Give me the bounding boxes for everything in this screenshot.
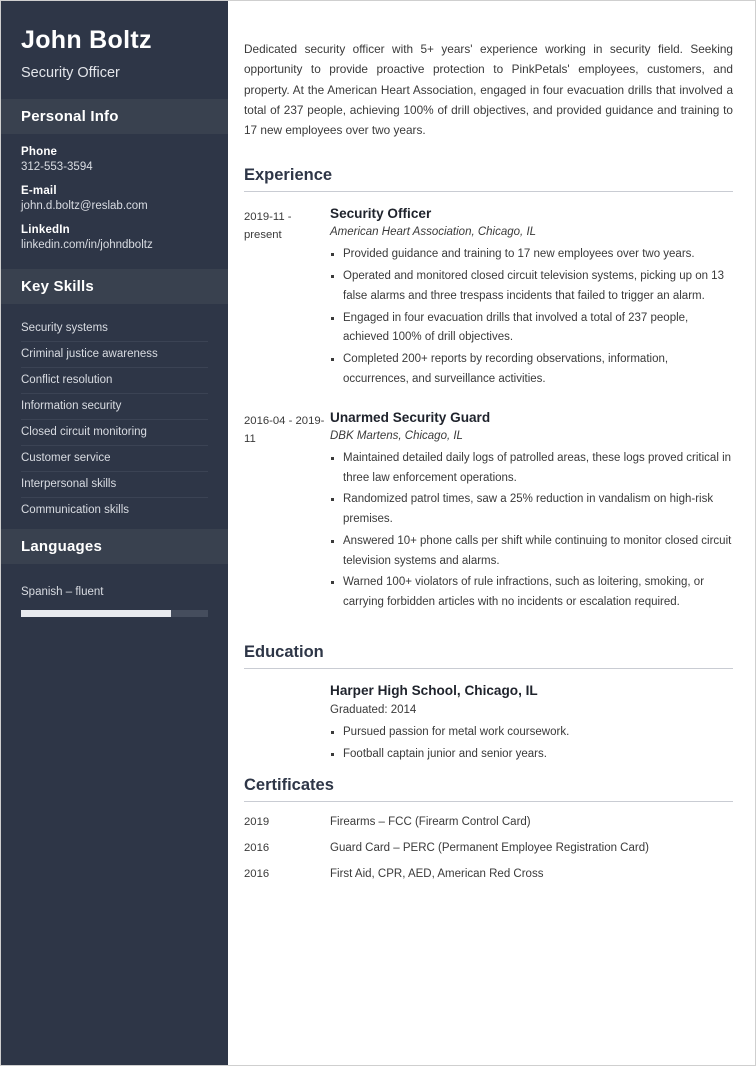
contact-field-email <box>21 185 208 212</box>
bullet-item: Completed 200+ reports by recording observations, information, occurrences, and surveillance activities. <box>330 350 733 390</box>
education-graduated: Graduated: 2014 <box>330 703 417 716</box>
section-divider <box>244 801 733 802</box>
skill-item: Security systems <box>21 316 208 342</box>
bullet-item: Operated and monitored closed circuit television systems, picking up on 13 false alarms and three trespass incidents that failed to trigger an alarm. <box>330 267 733 307</box>
language-level-bar <box>21 610 208 617</box>
linkedin-label: LinkedIn <box>21 223 70 236</box>
experience-employer: American Heart Association, Chicago, IL <box>330 226 537 239</box>
experience-bullets <box>330 245 733 389</box>
key-skills-list <box>1 304 228 529</box>
experience-heading: Experience <box>244 166 333 185</box>
education-heading: Education <box>244 642 324 661</box>
education-section <box>244 643 733 765</box>
bullet-item: Warned 100+ violators of rule infractions, such as loitering, smoking, or carrying forbidden articles with no incidents or escalation required. <box>330 573 733 613</box>
sidebar <box>1 1 228 1065</box>
experience-body <box>330 410 733 615</box>
summary-paragraph: Dedicated security officer with 5+ years' experience working in security field. Seeking opportunity to provide proactive protection to PinkPetals' employees, customers, and property. At the American Heart Association, engaged in four evacuation drills that involved a total of 237 people, achieving 100% of drill objectives, and provided guidance and training to 17 new employees over two years. <box>244 42 733 138</box>
section-divider <box>244 191 733 192</box>
skill-item: Interpersonal skills <box>21 472 208 498</box>
certificate-text: Firearms – FCC (Firearm Control Card) <box>330 816 531 829</box>
experience-body <box>330 206 733 391</box>
certificate-text: Guard Card – PERC (Permanent Employee Registration Card) <box>330 842 649 855</box>
experience-date: 2016-04 - 2019-11 <box>244 414 325 445</box>
skill-item: Closed circuit monitoring <box>21 420 208 446</box>
bullet-item: Football captain junior and senior years. <box>330 745 733 765</box>
skill-item: Information security <box>21 394 208 420</box>
linkedin-value[interactable]: linkedin.com/in/johndboltz <box>21 238 153 251</box>
certificate-row <box>244 816 733 828</box>
sidebar-header <box>1 1 228 99</box>
experience-entry <box>244 410 733 615</box>
phone-label: Phone <box>21 145 58 158</box>
experience-job-title: Security Officer <box>330 206 432 222</box>
bullet-item: Provided guidance and training to 17 new employees over two years. <box>330 245 733 265</box>
experience-entry <box>244 206 733 391</box>
skill-item: Customer service <box>21 446 208 472</box>
certificate-year: 2019 <box>244 816 270 829</box>
education-school: Harper High School, Chicago, IL <box>330 682 538 698</box>
experience-section <box>244 166 733 614</box>
bullet-item: Answered 10+ phone calls per shift while continuing to monitor closed circuit television systems and alarms. <box>330 532 733 572</box>
education-entry <box>244 683 733 765</box>
language-level-fill <box>21 610 171 617</box>
certificate-year: 2016 <box>244 868 270 881</box>
contact-field-linkedin <box>21 224 208 251</box>
certificate-year: 2016 <box>244 842 270 855</box>
key-skills-heading: Key Skills <box>1 269 228 304</box>
phone-value: 312-553-3594 <box>21 160 93 173</box>
certificate-row <box>244 868 733 880</box>
bullet-item: Engaged in four evacuation drills that involved a total of 237 people, achieved 100% of drill objectives. <box>330 309 733 349</box>
education-bullets <box>330 723 733 765</box>
contact-field-phone <box>21 146 208 173</box>
certificate-text: First Aid, CPR, AED, American Red Cross <box>330 868 544 881</box>
experience-bullets <box>330 449 733 613</box>
section-divider <box>244 668 733 669</box>
bullet-item: Maintained detailed daily logs of patrolled areas, these logs proved critical in three law enforcement operations. <box>330 449 733 489</box>
email-label: E-mail <box>21 184 57 197</box>
personal-info-block <box>1 134 228 269</box>
email-value[interactable]: john.d.boltz@reslab.com <box>21 199 148 212</box>
certificate-row <box>244 842 733 854</box>
bullet-item: Randomized patrol times, saw a 25% reduction in vandalism on high-risk premises. <box>330 490 733 530</box>
main-content <box>228 1 755 1065</box>
spacer <box>244 766 733 776</box>
languages-list <box>1 564 228 623</box>
certificates-heading: Certificates <box>244 776 334 795</box>
experience-date: 2019-11 - present <box>244 211 292 242</box>
skill-item: Conflict resolution <box>21 368 208 394</box>
candidate-name: John Boltz <box>21 26 152 54</box>
experience-job-title: Unarmed Security Guard <box>330 409 491 425</box>
skill-item: Criminal justice awareness <box>21 342 208 368</box>
skill-item: Communication skills <box>21 503 130 516</box>
candidate-role: Security Officer <box>21 64 120 81</box>
experience-employer: DBK Martens, Chicago, IL <box>330 429 463 442</box>
personal-info-heading: Personal Info <box>1 99 228 134</box>
bullet-item: Pursued passion for metal work coursework. <box>330 723 733 743</box>
language-item-label: Spanish – fluent <box>21 585 104 598</box>
languages-heading: Languages <box>1 529 228 564</box>
certificates-section <box>244 776 733 880</box>
spacer <box>244 633 733 643</box>
